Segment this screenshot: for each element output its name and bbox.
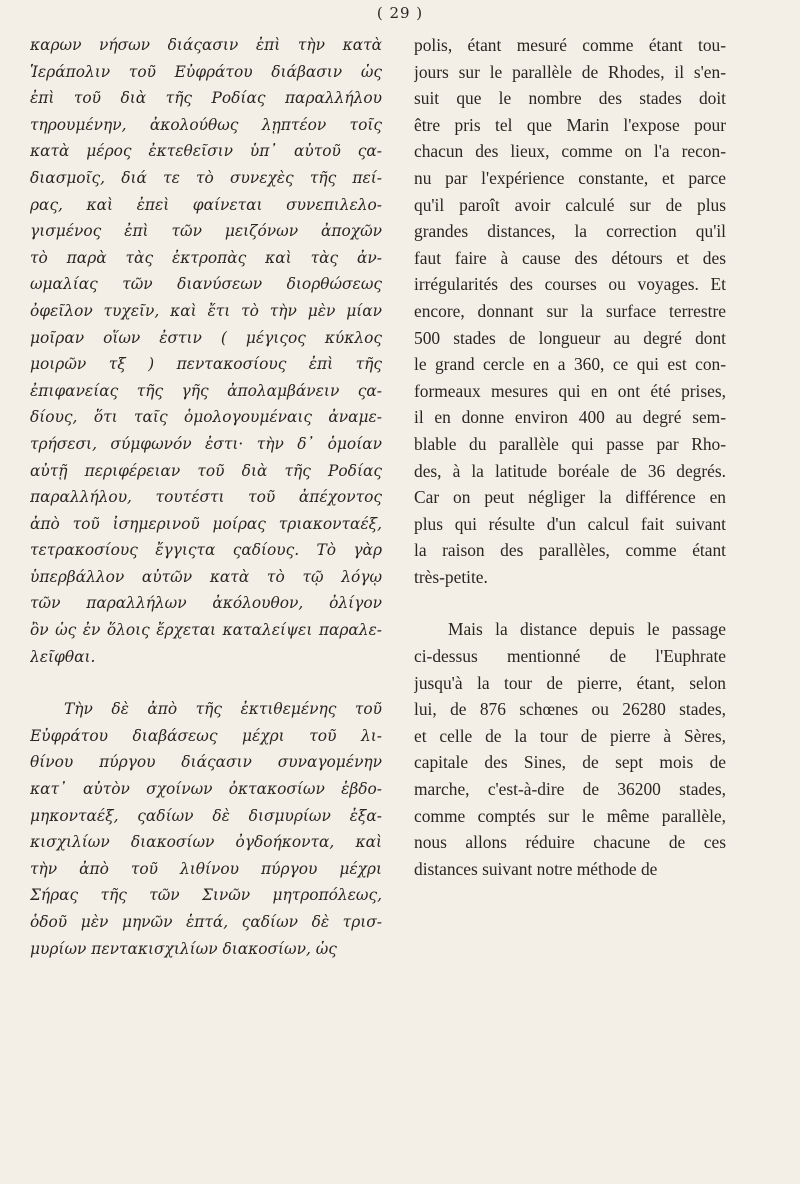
text-line: τρήσεσι, σύμφωνόν ἐστι· τὴν δ᾽ ὁμοίαν xyxy=(30,434,382,453)
text-line: encore, donnant sur la surface terrestre xyxy=(414,300,726,321)
text-line: μοῖραν οἵων ἐστιν ( μέγιςος κύκλος xyxy=(30,328,382,347)
column-gutter xyxy=(396,40,397,970)
text-line: μυρίων πεντακισχιλίων διακοσίων, ὡς xyxy=(30,939,337,958)
text-line: ρας, καὶ ἐπεὶ φαίνεται συνεπιλελο- xyxy=(30,195,382,214)
paragraph-gap xyxy=(30,670,382,696)
text-line: τηρουμένην, ἀκολούθως λῃπτέον τοῖς xyxy=(30,115,382,134)
text-line: δίους, ὅτι ταῖς ὁμολογουμέναις ἀναμε- xyxy=(30,408,382,427)
text-line: Σήρας τῆς τῶν Σινῶν μητροπόλεως, xyxy=(30,886,382,905)
text-line: ὀφεῖλον τυχεῖν, καὶ ἔτι τὸ τὴν μὲν μίαν xyxy=(30,301,382,320)
text-line: κισχιλίων διακοσίων ὀγδοήκοντα, καὶ xyxy=(30,833,382,852)
text-line: et celle de la tour de pierre à Sères, xyxy=(414,725,726,746)
text-line: λεῖφθαι. xyxy=(30,647,96,666)
text-line: τὸ παρὰ τὰς ἐκτροπὰς καὶ τὰς ἀν- xyxy=(30,248,382,267)
french-text-column xyxy=(414,32,726,882)
text-line: κατὰ μέρος ἐκτεθεῖσιν ὑπ᾽ αὐτοῦ ςα- xyxy=(30,142,382,161)
text-line: nu par l'expérience constante, et parce xyxy=(414,167,726,188)
text-line: τετρακοσίους ἔγγιςτα ςαδίους. Τὸ γὰρ xyxy=(30,541,382,560)
text-line: le grand cercle en a 360, ce qui est con- xyxy=(414,354,726,375)
text-line: capitale des Sines, de sept mois de xyxy=(414,752,726,773)
text-line: jusqu'à la tour de pierre, étant, selon xyxy=(414,672,726,693)
text-line: μηκονταέξ, ςαδίων δὲ δισμυρίων ἑξα- xyxy=(30,806,382,825)
text-line: lui, de 876 schœnes ou 26280 stades, xyxy=(414,699,726,720)
text-line: ci-dessus mentionné de l'Euphrate xyxy=(414,646,726,667)
text-line: irrégularités des courses ou voyages. Et xyxy=(414,274,726,295)
text-line: διασμοῖς, διά τε τὸ συνεχὲς τῆς πεί- xyxy=(30,168,382,187)
text-line: comme comptés sur le même parallèle, xyxy=(414,805,726,826)
text-line: Τὴν δὲ ἀπὸ τῆς ἐκτιθεμένης τοῦ xyxy=(64,700,382,719)
text-line: μοιρῶν τξ ) πεντακοσίους ἐπὶ τῆς xyxy=(30,355,382,374)
text-line: formeaux mesures qui en ont été prises, xyxy=(414,380,726,401)
text-line: polis, étant mesuré comme étant tou- xyxy=(414,35,726,55)
text-line: ἐπιφανείας τῆς γῆς ἀπολαμβάνειν ςα- xyxy=(30,381,382,400)
text-line: qu'il paroît avoir calculé sur de plus xyxy=(414,194,726,215)
text-line: être pris tel que Marin l'expose pour xyxy=(414,114,726,135)
text-line: très-petite. xyxy=(414,566,488,587)
text-line: Car on peut négliger la différence en xyxy=(414,487,726,508)
text-line: Ἱεράπολιν τοῦ Εὐφράτου διάβασιν ὡς xyxy=(30,62,382,81)
text-line: plus qui résulte d'un calcul fait suivant xyxy=(414,513,726,534)
text-line: grandes distances, la correction qu'il xyxy=(414,221,726,242)
text-line: la raison des parallèles, comme étant xyxy=(414,540,726,561)
text-line: θίνου πύργου διάςασιν συναγομένην xyxy=(30,753,382,772)
page-number: ( 29 ) xyxy=(376,4,424,22)
paragraph-gap xyxy=(414,590,726,616)
text-line: blable du parallèle qui passe par Rho- xyxy=(414,433,726,454)
text-line: ὂν ὡς ἐν ὅλοις ἔρχεται καταλείψει παραλε- xyxy=(30,621,382,640)
text-line: παραλλήλου, τουτέστι τοῦ ἀπέχοντος xyxy=(30,488,382,507)
text-line: marche, c'est-à-dire de 36200 stades, xyxy=(414,779,726,800)
text-line: αὐτῇ περιφέρειαν τοῦ διὰ τῆς Ροδίας xyxy=(30,461,382,480)
text-line: faut faire à cause des détours et des xyxy=(414,247,726,268)
greek-text-column xyxy=(30,32,382,962)
text-line: ἀπὸ τοῦ ἰσημερινοῦ μοίρας τριακονταέξ, xyxy=(30,514,382,533)
text-line: καρων νήσων διάςασιν ἐπὶ τὴν κατὰ xyxy=(30,36,382,54)
text-line: κατ᾽ αὐτὸν σχοίνων ὀκτακοσίων ἑβδο- xyxy=(30,780,382,799)
text-line: γισμένος ἐπὶ τῶν μειζόνων ἀποχῶν xyxy=(30,222,382,241)
text-line: Mais la distance depuis le passage xyxy=(448,619,726,640)
text-line: jours sur le parallèle de Rhodes, il s'en- xyxy=(414,61,726,82)
text-line: τῶν παραλλήλων ἀκόλουθον, ὀλίγον xyxy=(30,594,382,613)
text-line: ωμαλίας τῶν διανύσεων διορθώσεως xyxy=(30,275,382,294)
text-line: distances suivant notre méthode de xyxy=(414,858,658,879)
text-line: τὴν ἀπὸ τοῦ λιθίνου πύργου μέχρι xyxy=(30,859,382,878)
text-line: ἐπὶ τοῦ διὰ τῆς Ροδίας παραλλήλου xyxy=(30,89,382,108)
text-line: suit que le nombre des stades doit xyxy=(414,88,726,109)
text-line: ὁδοῦ μὲν μηνῶν ἑπτά, ςαδίων δὲ τρισ- xyxy=(30,913,382,931)
text-line: Εὐφράτου διαβάσεως μέχρι τοῦ λι- xyxy=(30,726,382,745)
text-line: chacun des lieux, comme on l'a recon- xyxy=(414,141,726,162)
text-line: ὑπερβάλλον αὐτῶν κατὰ τὸ τῷ λόγῳ xyxy=(30,567,382,586)
text-line: des, à la latitude boréale de 36 degrés. xyxy=(414,460,726,481)
text-line: il en donne environ 400 au degré sem- xyxy=(414,407,726,428)
text-line: nous allons réduire chacune de ces xyxy=(414,832,726,853)
text-line: 500 stades de longueur au degré dont xyxy=(414,327,726,348)
